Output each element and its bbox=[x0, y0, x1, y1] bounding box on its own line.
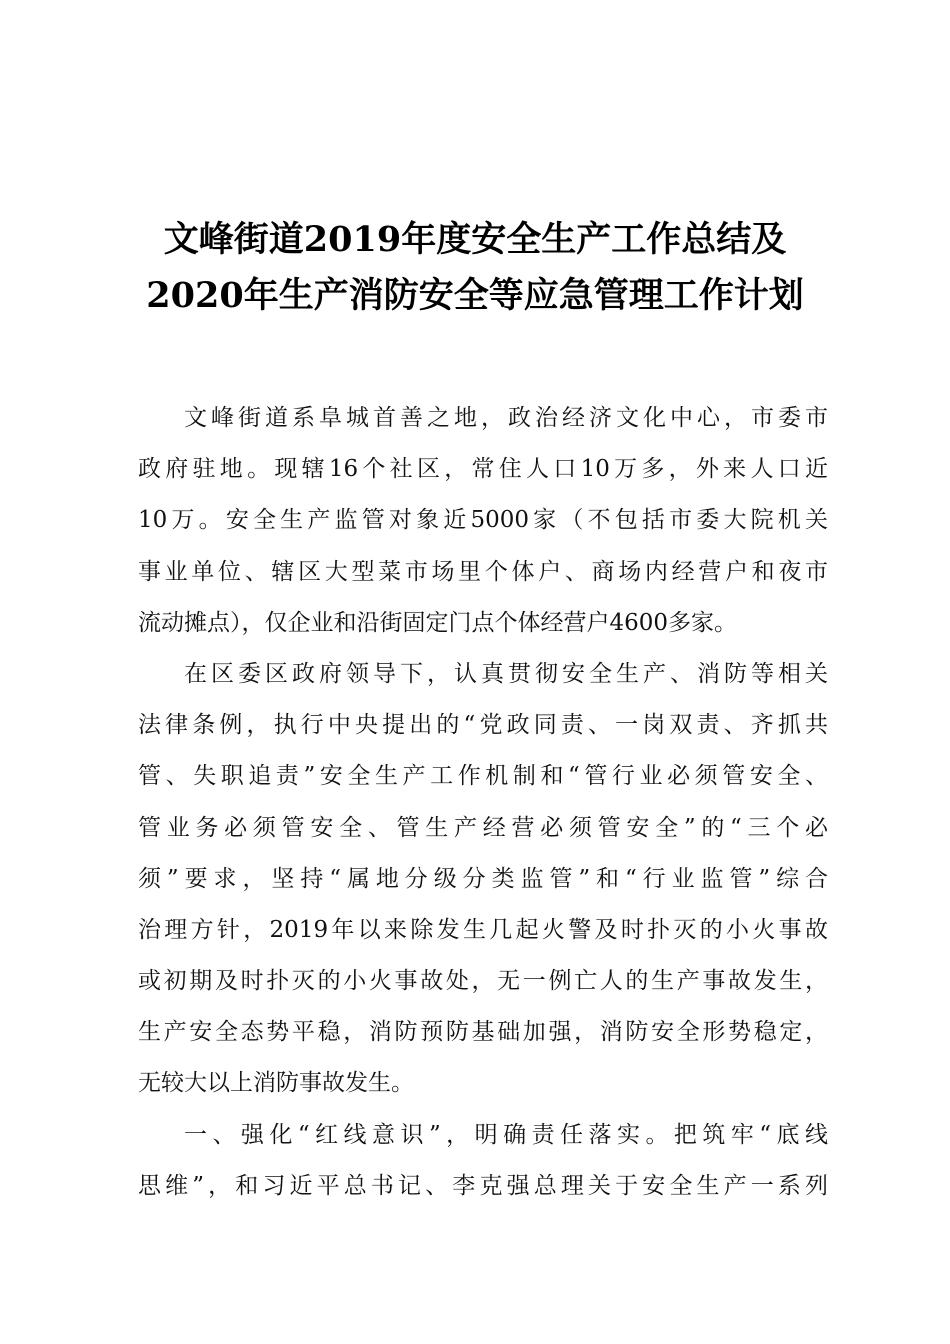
paragraph-overview bbox=[138, 649, 828, 1110]
title-line-2: 2020年生产消防安全等应急管理工作计划 bbox=[146, 275, 804, 316]
text-line: 管业务必须管安全、管生产经营必须管安全”的“三个必 bbox=[138, 814, 828, 841]
text-line: 在区委区政府领导下，认真贯彻安全生产、消防等相关 bbox=[184, 660, 828, 687]
text-line: 生产安全态势平稳，消防预防基础加强，消防安全形势稳定， bbox=[138, 1019, 828, 1046]
text-line: 文峰街道系阜城首善之地，政治经济文化中心，市委市 bbox=[184, 405, 828, 431]
text-line: 10万。安全生产监管对象近5000家（不包括市委大院机关 bbox=[138, 507, 828, 534]
text-line: 或初期及时扑灭的小火事故处，无一例亡人的生产事故发生， bbox=[138, 968, 828, 995]
text-line: 思维”，和习近平总书记、李克强总理关于安全生产一系列 bbox=[138, 1172, 828, 1199]
document-body bbox=[138, 393, 828, 1212]
text-line: 管、失职追责”安全生产工作机制和“管行业必须管安全、 bbox=[138, 763, 828, 790]
text-line: 法律条例，执行中央提出的“党政同责、一岗双责、齐抓共 bbox=[138, 712, 828, 739]
text-line: 一、强化“红线意识”，明确责任落实。把筑牢“底线 bbox=[184, 1121, 828, 1148]
text-line: 事业单位、辖区大型菜市场里个体户、商场内经营户和夜市 bbox=[138, 558, 828, 585]
document-title bbox=[0, 212, 950, 324]
paragraph-intro bbox=[138, 393, 828, 649]
title-line-1: 文峰街道2019年度安全生产工作总结及 bbox=[163, 219, 787, 260]
text-line: 政府驻地。现辖16个社区，常住人口10万多，外来人口近 bbox=[138, 456, 828, 483]
text-line: 无较大以上消防事故发生。 bbox=[138, 1070, 414, 1097]
text-line: 流动摊点），仅企业和沿街固定门点个体经营户4600多家。 bbox=[138, 609, 738, 636]
text-line: 须”要求，坚持“属地分级分类监管”和“行业监管”综合 bbox=[138, 865, 828, 892]
paragraph-section-1 bbox=[138, 1110, 828, 1212]
text-line: 治理方针，2019年以来除发生几起火警及时扑灭的小火事故 bbox=[138, 916, 828, 943]
